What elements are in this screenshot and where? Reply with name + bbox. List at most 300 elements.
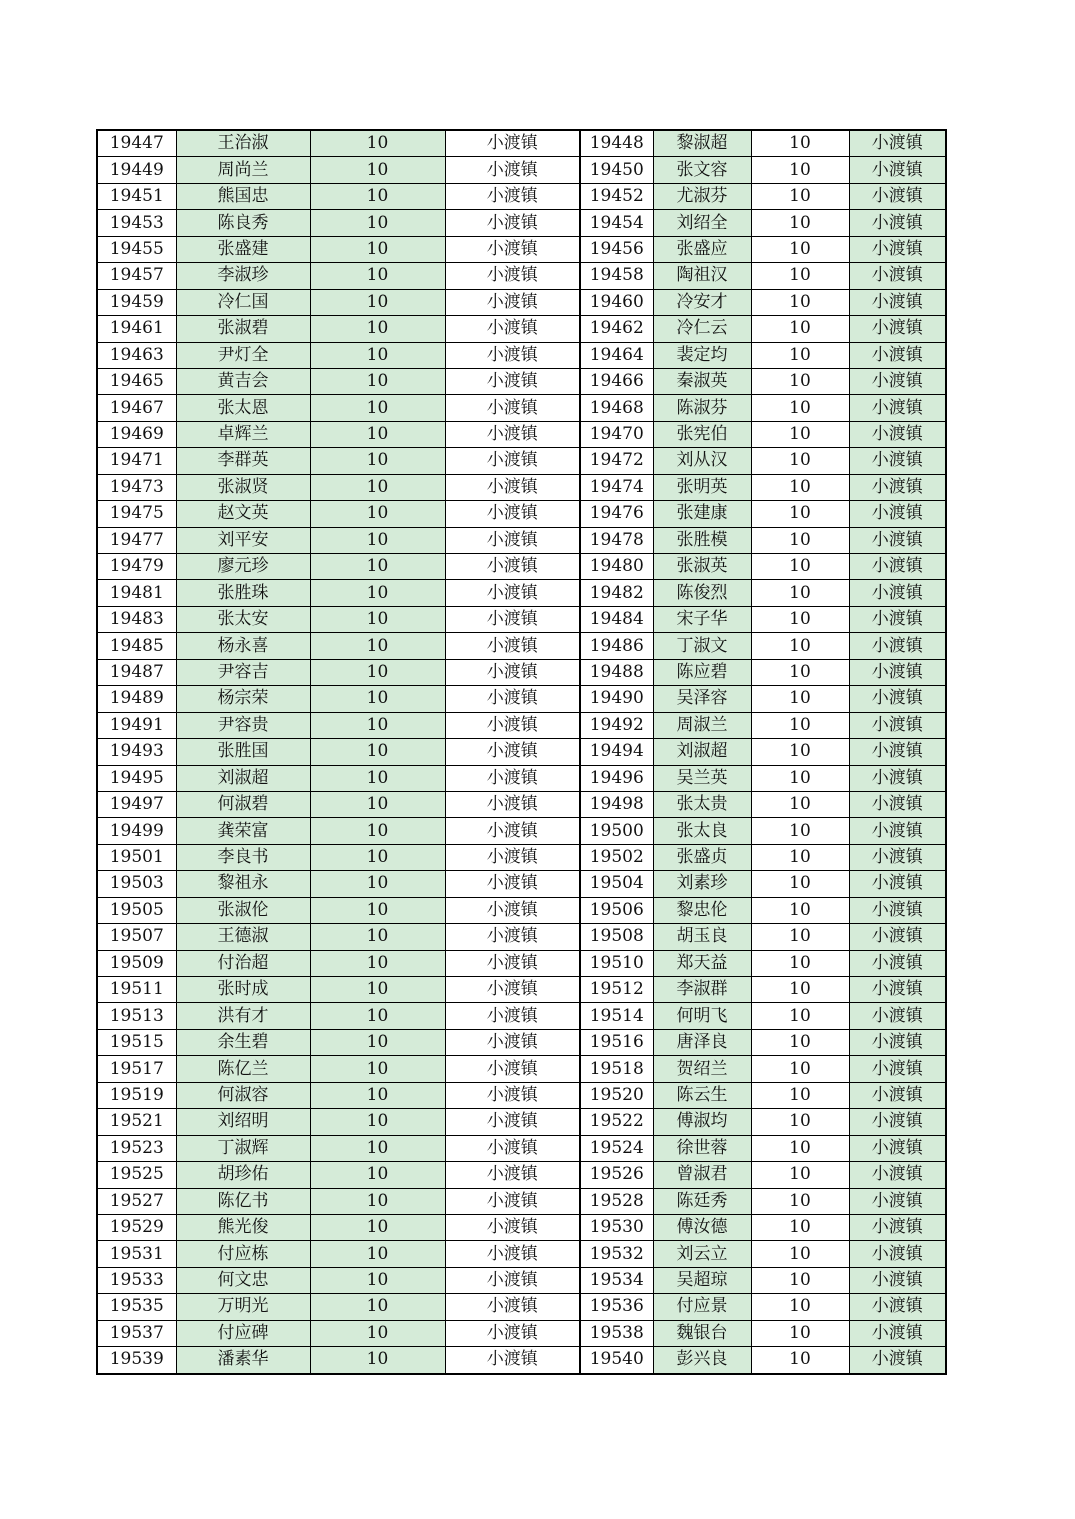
left-name-cell: 熊光俊: [176, 1214, 310, 1240]
right-town-cell: 小渡镇: [849, 1109, 946, 1135]
right-id-cell: 19498: [580, 791, 653, 817]
left-town-cell: 小渡镇: [445, 263, 580, 289]
right-amount-cell: 10: [751, 1162, 849, 1188]
right-town-cell: 小渡镇: [849, 924, 946, 950]
right-amount-cell: 10: [751, 871, 849, 897]
left-town-cell: 小渡镇: [445, 527, 580, 553]
left-name-cell: 付应碑: [176, 1320, 310, 1346]
left-id-cell: 19535: [97, 1294, 176, 1320]
table-row: [97, 633, 946, 659]
right-town-cell: 小渡镇: [849, 1214, 946, 1240]
right-name-cell: 吴超琼: [653, 1267, 751, 1293]
left-id-cell: 19505: [97, 897, 176, 923]
left-name-cell: 何文忠: [176, 1267, 310, 1293]
right-town-cell: 小渡镇: [849, 791, 946, 817]
right-id-cell: 19488: [580, 659, 653, 685]
left-id-cell: 19521: [97, 1109, 176, 1135]
left-id-cell: 19481: [97, 580, 176, 606]
left-name-cell: 周尚兰: [176, 157, 310, 183]
left-amount-cell: 10: [310, 950, 445, 976]
right-amount-cell: 10: [751, 1003, 849, 1029]
right-amount-cell: 10: [751, 977, 849, 1003]
right-amount-cell: 10: [751, 1241, 849, 1267]
left-id-cell: 19527: [97, 1188, 176, 1214]
left-amount-cell: 10: [310, 844, 445, 870]
left-amount-cell: 10: [310, 633, 445, 659]
table-row: [97, 791, 946, 817]
right-amount-cell: 10: [751, 554, 849, 580]
right-town-cell: 小渡镇: [849, 1347, 946, 1374]
right-id-cell: 19534: [580, 1267, 653, 1293]
right-name-cell: 刘从汉: [653, 448, 751, 474]
left-id-cell: 19483: [97, 606, 176, 632]
right-id-cell: 19486: [580, 633, 653, 659]
right-name-cell: 曾淑君: [653, 1162, 751, 1188]
left-name-cell: 陈亿兰: [176, 1056, 310, 1082]
left-amount-cell: 10: [310, 659, 445, 685]
right-name-cell: 陈廷秀: [653, 1188, 751, 1214]
left-town-cell: 小渡镇: [445, 791, 580, 817]
right-amount-cell: 10: [751, 1294, 849, 1320]
right-id-cell: 19468: [580, 395, 653, 421]
table-row: [97, 686, 946, 712]
right-name-cell: 傅汝德: [653, 1214, 751, 1240]
left-name-cell: 张淑碧: [176, 316, 310, 342]
left-name-cell: 张盛建: [176, 236, 310, 262]
right-name-cell: 何明飞: [653, 1003, 751, 1029]
right-town-cell: 小渡镇: [849, 633, 946, 659]
left-town-cell: 小渡镇: [445, 1188, 580, 1214]
left-name-cell: 李良书: [176, 844, 310, 870]
left-town-cell: 小渡镇: [445, 1056, 580, 1082]
right-id-cell: 19524: [580, 1135, 653, 1161]
right-town-cell: 小渡镇: [849, 1135, 946, 1161]
right-town-cell: 小渡镇: [849, 421, 946, 447]
left-town-cell: 小渡镇: [445, 1294, 580, 1320]
left-name-cell: 黄吉会: [176, 368, 310, 394]
right-name-cell: 丁淑文: [653, 633, 751, 659]
left-amount-cell: 10: [310, 183, 445, 209]
right-name-cell: 陈应碧: [653, 659, 751, 685]
table-row: [97, 1347, 946, 1374]
left-name-cell: 张时成: [176, 977, 310, 1003]
left-id-cell: 19489: [97, 686, 176, 712]
right-town-cell: 小渡镇: [849, 897, 946, 923]
right-town-cell: 小渡镇: [849, 263, 946, 289]
left-id-cell: 19531: [97, 1241, 176, 1267]
left-id-cell: 19493: [97, 739, 176, 765]
right-id-cell: 19448: [580, 130, 653, 157]
right-amount-cell: 10: [751, 236, 849, 262]
left-id-cell: 19509: [97, 950, 176, 976]
right-id-cell: 19462: [580, 316, 653, 342]
left-amount-cell: 10: [310, 1294, 445, 1320]
left-amount-cell: 10: [310, 1082, 445, 1108]
left-town-cell: 小渡镇: [445, 130, 580, 157]
left-town-cell: 小渡镇: [445, 977, 580, 1003]
table-row: [97, 1241, 946, 1267]
right-id-cell: 19480: [580, 554, 653, 580]
table-row: [97, 474, 946, 500]
right-town-cell: 小渡镇: [849, 659, 946, 685]
right-name-cell: 郑天益: [653, 950, 751, 976]
right-town-cell: 小渡镇: [849, 1267, 946, 1293]
right-town-cell: 小渡镇: [849, 950, 946, 976]
left-amount-cell: 10: [310, 210, 445, 236]
left-town-cell: 小渡镇: [445, 501, 580, 527]
left-id-cell: 19501: [97, 844, 176, 870]
left-name-cell: 何淑碧: [176, 791, 310, 817]
left-name-cell: 余生碧: [176, 1029, 310, 1055]
left-amount-cell: 10: [310, 580, 445, 606]
right-name-cell: 冷仁云: [653, 316, 751, 342]
left-amount-cell: 10: [310, 686, 445, 712]
left-name-cell: 洪有才: [176, 1003, 310, 1029]
table-row: [97, 342, 946, 368]
right-amount-cell: 10: [751, 1109, 849, 1135]
right-id-cell: 19484: [580, 606, 653, 632]
table-row: [97, 1162, 946, 1188]
table-row: [97, 210, 946, 236]
left-id-cell: 19519: [97, 1082, 176, 1108]
right-id-cell: 19478: [580, 527, 653, 553]
right-amount-cell: 10: [751, 580, 849, 606]
left-town-cell: 小渡镇: [445, 236, 580, 262]
right-name-cell: 刘淑超: [653, 739, 751, 765]
left-town-cell: 小渡镇: [445, 924, 580, 950]
right-amount-cell: 10: [751, 342, 849, 368]
left-town-cell: 小渡镇: [445, 1162, 580, 1188]
left-town-cell: 小渡镇: [445, 1109, 580, 1135]
left-name-cell: 张淑伦: [176, 897, 310, 923]
right-amount-cell: 10: [751, 210, 849, 236]
table-row: [97, 1109, 946, 1135]
right-amount-cell: 10: [751, 157, 849, 183]
right-name-cell: 黎淑超: [653, 130, 751, 157]
right-town-cell: 小渡镇: [849, 1082, 946, 1108]
right-town-cell: 小渡镇: [849, 686, 946, 712]
right-amount-cell: 10: [751, 712, 849, 738]
right-amount-cell: 10: [751, 263, 849, 289]
right-name-cell: 刘素珍: [653, 871, 751, 897]
right-town-cell: 小渡镇: [849, 818, 946, 844]
left-town-cell: 小渡镇: [445, 1082, 580, 1108]
table-row: [97, 739, 946, 765]
right-amount-cell: 10: [751, 130, 849, 157]
left-name-cell: 刘绍明: [176, 1109, 310, 1135]
left-id-cell: 19453: [97, 210, 176, 236]
left-name-cell: 张胜国: [176, 739, 310, 765]
right-amount-cell: 10: [751, 1082, 849, 1108]
table-row: [97, 950, 946, 976]
left-amount-cell: 10: [310, 897, 445, 923]
right-town-cell: 小渡镇: [849, 554, 946, 580]
left-town-cell: 小渡镇: [445, 421, 580, 447]
right-id-cell: 19456: [580, 236, 653, 262]
left-id-cell: 19539: [97, 1347, 176, 1374]
table-row: [97, 1003, 946, 1029]
right-id-cell: 19518: [580, 1056, 653, 1082]
left-amount-cell: 10: [310, 924, 445, 950]
right-town-cell: 小渡镇: [849, 395, 946, 421]
table-row: [97, 580, 946, 606]
left-town-cell: 小渡镇: [445, 659, 580, 685]
right-name-cell: 张建康: [653, 501, 751, 527]
left-town-cell: 小渡镇: [445, 844, 580, 870]
right-id-cell: 19466: [580, 368, 653, 394]
left-id-cell: 19477: [97, 527, 176, 553]
left-name-cell: 杨永喜: [176, 633, 310, 659]
right-id-cell: 19458: [580, 263, 653, 289]
table-row: [97, 844, 946, 870]
left-id-cell: 19467: [97, 395, 176, 421]
right-amount-cell: 10: [751, 924, 849, 950]
table-row: [97, 501, 946, 527]
right-town-cell: 小渡镇: [849, 527, 946, 553]
right-town-cell: 小渡镇: [849, 580, 946, 606]
right-name-cell: 陈淑芬: [653, 395, 751, 421]
left-town-cell: 小渡镇: [445, 554, 580, 580]
right-town-cell: 小渡镇: [849, 977, 946, 1003]
left-amount-cell: 10: [310, 1003, 445, 1029]
left-town-cell: 小渡镇: [445, 210, 580, 236]
left-amount-cell: 10: [310, 1214, 445, 1240]
left-id-cell: 19503: [97, 871, 176, 897]
right-id-cell: 19464: [580, 342, 653, 368]
right-id-cell: 19508: [580, 924, 653, 950]
right-town-cell: 小渡镇: [849, 210, 946, 236]
left-town-cell: 小渡镇: [445, 897, 580, 923]
left-town-cell: 小渡镇: [445, 289, 580, 315]
right-name-cell: 周淑兰: [653, 712, 751, 738]
right-id-cell: 19492: [580, 712, 653, 738]
right-name-cell: 贺绍兰: [653, 1056, 751, 1082]
right-name-cell: 吴兰英: [653, 765, 751, 791]
left-amount-cell: 10: [310, 157, 445, 183]
right-town-cell: 小渡镇: [849, 316, 946, 342]
left-amount-cell: 10: [310, 501, 445, 527]
right-town-cell: 小渡镇: [849, 739, 946, 765]
right-id-cell: 19510: [580, 950, 653, 976]
right-amount-cell: 10: [751, 659, 849, 685]
left-name-cell: 刘淑超: [176, 765, 310, 791]
left-name-cell: 万明光: [176, 1294, 310, 1320]
right-id-cell: 19538: [580, 1320, 653, 1346]
right-town-cell: 小渡镇: [849, 501, 946, 527]
left-amount-cell: 10: [310, 316, 445, 342]
left-name-cell: 赵文英: [176, 501, 310, 527]
right-name-cell: 付应景: [653, 1294, 751, 1320]
left-amount-cell: 10: [310, 739, 445, 765]
right-town-cell: 小渡镇: [849, 765, 946, 791]
right-id-cell: 19454: [580, 210, 653, 236]
right-name-cell: 冷安才: [653, 289, 751, 315]
right-id-cell: 19536: [580, 1294, 653, 1320]
left-id-cell: 19517: [97, 1056, 176, 1082]
left-town-cell: 小渡镇: [445, 368, 580, 394]
right-name-cell: 张宪伯: [653, 421, 751, 447]
right-name-cell: 彭兴良: [653, 1347, 751, 1374]
left-amount-cell: 10: [310, 263, 445, 289]
table-row: [97, 606, 946, 632]
left-name-cell: 潘素华: [176, 1347, 310, 1374]
right-name-cell: 宋子华: [653, 606, 751, 632]
left-name-cell: 尹容吉: [176, 659, 310, 685]
left-name-cell: 黎祖永: [176, 871, 310, 897]
left-amount-cell: 10: [310, 1347, 445, 1374]
right-amount-cell: 10: [751, 421, 849, 447]
left-amount-cell: 10: [310, 448, 445, 474]
left-name-cell: 何淑容: [176, 1082, 310, 1108]
left-name-cell: 张淑贤: [176, 474, 310, 500]
table-row: [97, 316, 946, 342]
right-amount-cell: 10: [751, 501, 849, 527]
right-town-cell: 小渡镇: [849, 871, 946, 897]
left-town-cell: 小渡镇: [445, 950, 580, 976]
left-name-cell: 王治淑: [176, 130, 310, 157]
left-town-cell: 小渡镇: [445, 633, 580, 659]
right-amount-cell: 10: [751, 183, 849, 209]
left-amount-cell: 10: [310, 527, 445, 553]
left-name-cell: 熊国忠: [176, 183, 310, 209]
table-row: [97, 289, 946, 315]
right-name-cell: 李淑群: [653, 977, 751, 1003]
right-id-cell: 19532: [580, 1241, 653, 1267]
left-id-cell: 19459: [97, 289, 176, 315]
left-town-cell: 小渡镇: [445, 448, 580, 474]
right-amount-cell: 10: [751, 765, 849, 791]
right-amount-cell: 10: [751, 448, 849, 474]
left-amount-cell: 10: [310, 606, 445, 632]
table-row: [97, 924, 946, 950]
right-amount-cell: 10: [751, 1135, 849, 1161]
left-amount-cell: 10: [310, 791, 445, 817]
left-town-cell: 小渡镇: [445, 1003, 580, 1029]
table-row: [97, 395, 946, 421]
right-id-cell: 19504: [580, 871, 653, 897]
table-row: [97, 659, 946, 685]
right-id-cell: 19522: [580, 1109, 653, 1135]
left-id-cell: 19537: [97, 1320, 176, 1346]
left-town-cell: 小渡镇: [445, 686, 580, 712]
left-amount-cell: 10: [310, 1056, 445, 1082]
right-amount-cell: 10: [751, 606, 849, 632]
right-name-cell: 魏银台: [653, 1320, 751, 1346]
table-body: [97, 130, 946, 1374]
left-name-cell: 陈良秀: [176, 210, 310, 236]
right-id-cell: 19502: [580, 844, 653, 870]
left-id-cell: 19485: [97, 633, 176, 659]
table-row: [97, 1267, 946, 1293]
left-name-cell: 冷仁国: [176, 289, 310, 315]
right-name-cell: 张盛应: [653, 236, 751, 262]
left-id-cell: 19473: [97, 474, 176, 500]
left-id-cell: 19471: [97, 448, 176, 474]
left-name-cell: 李淑珍: [176, 263, 310, 289]
right-name-cell: 张太良: [653, 818, 751, 844]
right-amount-cell: 10: [751, 316, 849, 342]
table-row: [97, 157, 946, 183]
left-id-cell: 19533: [97, 1267, 176, 1293]
right-name-cell: 胡玉良: [653, 924, 751, 950]
left-amount-cell: 10: [310, 1188, 445, 1214]
right-id-cell: 19460: [580, 289, 653, 315]
right-name-cell: 尤淑芬: [653, 183, 751, 209]
right-name-cell: 陶祖汉: [653, 263, 751, 289]
right-town-cell: 小渡镇: [849, 289, 946, 315]
right-id-cell: 19450: [580, 157, 653, 183]
left-town-cell: 小渡镇: [445, 765, 580, 791]
right-id-cell: 19528: [580, 1188, 653, 1214]
left-town-cell: 小渡镇: [445, 183, 580, 209]
left-town-cell: 小渡镇: [445, 395, 580, 421]
right-id-cell: 19476: [580, 501, 653, 527]
table-row: [97, 1082, 946, 1108]
left-town-cell: 小渡镇: [445, 1135, 580, 1161]
left-town-cell: 小渡镇: [445, 712, 580, 738]
left-id-cell: 19515: [97, 1029, 176, 1055]
left-id-cell: 19449: [97, 157, 176, 183]
right-amount-cell: 10: [751, 739, 849, 765]
left-name-cell: 胡珍佑: [176, 1162, 310, 1188]
right-name-cell: 张淑英: [653, 554, 751, 580]
left-town-cell: 小渡镇: [445, 1267, 580, 1293]
left-amount-cell: 10: [310, 421, 445, 447]
table-row: [97, 871, 946, 897]
right-id-cell: 19526: [580, 1162, 653, 1188]
table-row: [97, 1188, 946, 1214]
right-town-cell: 小渡镇: [849, 1162, 946, 1188]
right-amount-cell: 10: [751, 1214, 849, 1240]
right-town-cell: 小渡镇: [849, 1029, 946, 1055]
left-id-cell: 19451: [97, 183, 176, 209]
left-amount-cell: 10: [310, 474, 445, 500]
left-name-cell: 丁淑辉: [176, 1135, 310, 1161]
right-name-cell: 刘绍全: [653, 210, 751, 236]
right-id-cell: 19514: [580, 1003, 653, 1029]
right-id-cell: 19512: [580, 977, 653, 1003]
right-amount-cell: 10: [751, 1188, 849, 1214]
left-town-cell: 小渡镇: [445, 871, 580, 897]
right-id-cell: 19516: [580, 1029, 653, 1055]
right-amount-cell: 10: [751, 1056, 849, 1082]
left-amount-cell: 10: [310, 1109, 445, 1135]
table-row: [97, 263, 946, 289]
left-id-cell: 19511: [97, 977, 176, 1003]
right-name-cell: 陈云生: [653, 1082, 751, 1108]
left-amount-cell: 10: [310, 1162, 445, 1188]
right-town-cell: 小渡镇: [849, 368, 946, 394]
right-amount-cell: 10: [751, 818, 849, 844]
left-amount-cell: 10: [310, 1135, 445, 1161]
right-amount-cell: 10: [751, 395, 849, 421]
left-amount-cell: 10: [310, 818, 445, 844]
right-town-cell: 小渡镇: [849, 130, 946, 157]
right-amount-cell: 10: [751, 791, 849, 817]
right-amount-cell: 10: [751, 633, 849, 659]
left-name-cell: 龚荣富: [176, 818, 310, 844]
left-amount-cell: 10: [310, 130, 445, 157]
left-town-cell: 小渡镇: [445, 606, 580, 632]
right-town-cell: 小渡镇: [849, 844, 946, 870]
right-id-cell: 19494: [580, 739, 653, 765]
data-table: [96, 129, 947, 1375]
table-row: [97, 1056, 946, 1082]
left-amount-cell: 10: [310, 765, 445, 791]
left-name-cell: 卓辉兰: [176, 421, 310, 447]
left-town-cell: 小渡镇: [445, 1347, 580, 1374]
right-amount-cell: 10: [751, 527, 849, 553]
